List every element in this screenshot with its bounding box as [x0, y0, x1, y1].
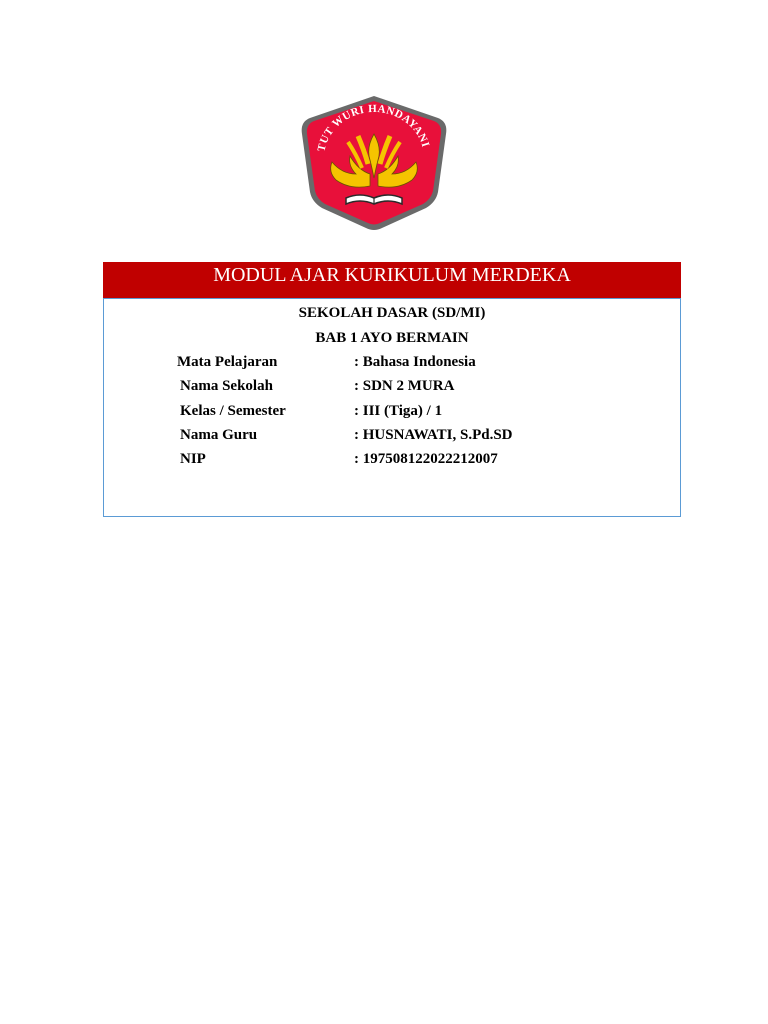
field-label: Nama Guru: [180, 427, 258, 443]
field-label: Mata Pelajaran: [177, 354, 278, 370]
field-label: Kelas / Semester: [180, 403, 286, 419]
school-level: SEKOLAH DASAR (SD/MI): [298, 305, 486, 321]
field-value: : III (Tiga) / 1: [354, 403, 443, 419]
field-value: : Bahasa Indonesia: [354, 354, 476, 370]
field-label: NIP: [180, 451, 206, 467]
info-box: [103, 298, 681, 517]
chapter-title: BAB 1 AYO BERMAIN: [315, 330, 469, 346]
field-label: Nama Sekolah: [180, 378, 273, 394]
logo-arc-text: TUT WURI HANDAYANI: [315, 102, 432, 153]
document-title-bar: [103, 262, 681, 298]
document-title: MODUL AJAR KURIKULUM MERDEKA: [213, 264, 571, 286]
tut-wuri-handayani-logo: [298, 94, 450, 232]
field-value: : SDN 2 MURA: [354, 378, 455, 394]
field-value: : HUSNAWATI, S.Pd.SD: [354, 427, 513, 443]
field-value: : 197508122022212007: [354, 451, 498, 467]
